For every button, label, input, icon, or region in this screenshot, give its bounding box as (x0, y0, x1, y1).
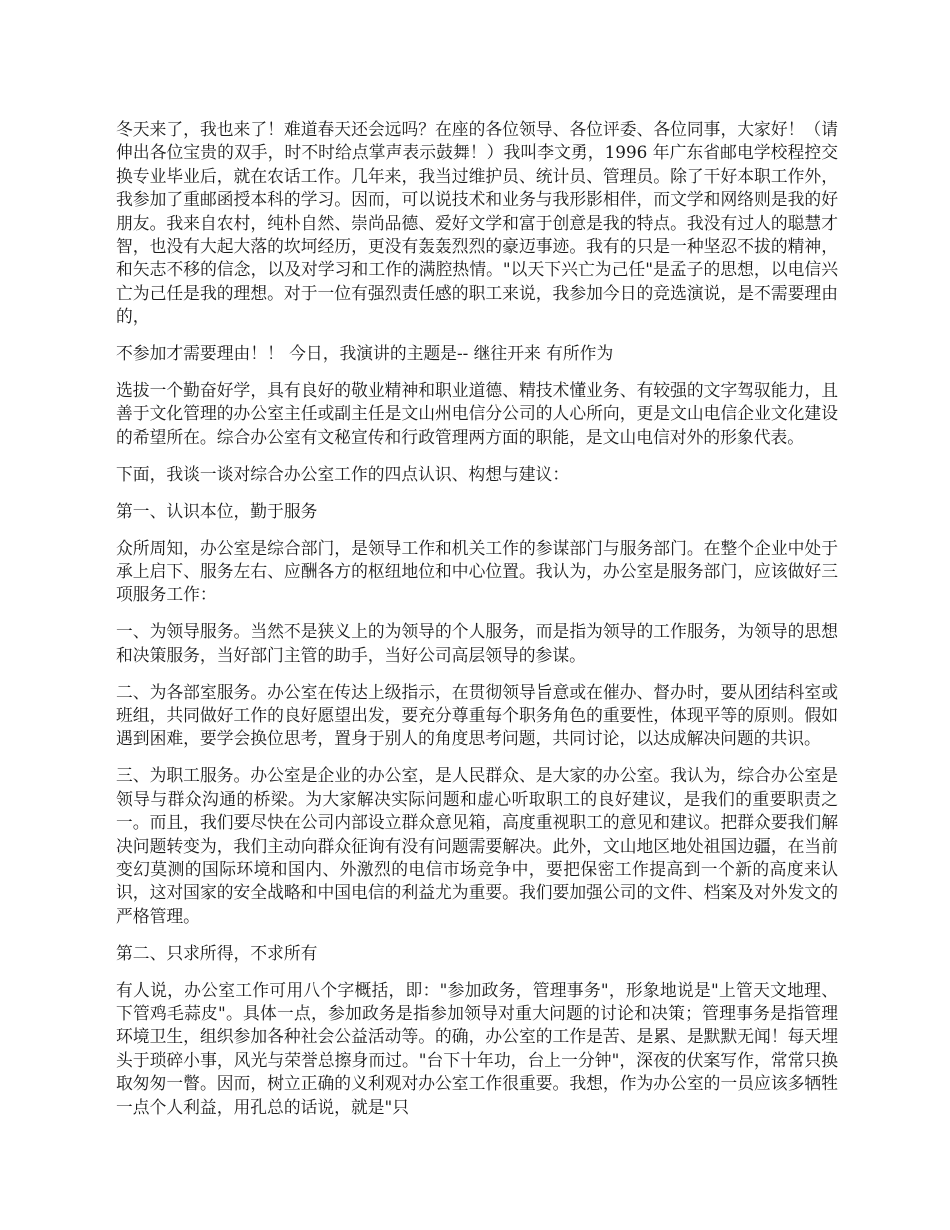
paragraph-theme: 不参加才需要理由！！ 今日，我演讲的主题是-- 继往开来 有所作为 (116, 343, 614, 364)
paragraph-selection: 选拔一个勤奋好学，具有良好的敬业精神和职业道德、精技术懂业务、有较强的文字驾驭能力，且善于文化管理的办公室主任或副主任是文山州电信分公司的人心所向，更是文山电信企业文化建设的希望所在。综合办公室有文秘宣传和行政管理两方面的职能，是文山电信对外的形象代表。 (116, 380, 838, 447)
document-body (116, 118, 838, 1133)
paragraph-serve-leaders: 一、为领导服务。当然不是狭义上的为领导的个人服务，而是指为领导的工作服务，为领导的思想和决策服务，当好部门主管的助手，当好公司高层领导的参谋。 (116, 621, 838, 665)
section-heading-2: 第二、只求所得，不求所有 (116, 942, 318, 963)
section-heading-1: 第一、认识本位，勤于服务 (116, 500, 318, 521)
paragraph-opening: 冬天来了，我也来了！难道春天还会远吗？在座的各位领导、各位评委、各位同事，大家好！（请伸出各位宝贵的双手，时不时给点掌声表示鼓舞！）我叫李文勇，1996 年广东省邮电学校程控交换专业毕业后，就在农话工作。几年来，我当过维护员、统计员、管理员。除了干好本职工作外，我参加了重邮函授本科的学习。因而，可以说技术和业务与我形影相伴，而文学和网络则是我的好朋友。我来自农村，纯朴自然、崇尚品德、爱好文学和富于创意是我的特点。我没有过人的聪慧才智，也没有大起大落的坎坷经历，更没有轰轰烈烈的豪迈事迹。我有的只是一种坚忍不拔的精神，和矢志不移的信念，以及对学习和工作的满腔热情。"以天下兴亡为己任"是孟子的思想，以电信兴亡为己任是我的理想。对于一位有强烈责任感的职工来说，我参加今日的竞选演说，是不需要理由的， (116, 119, 838, 327)
paragraph-serve-departments: 二、为各部室服务。办公室在传达上级指示，在贯彻领导旨意或在催办、督办时，要从团结科室或班组，共同做好工作的良好愿望出发，要充分尊重每个职务角色的重要性，体现平等的原则。假如遇到困难，要学会换位思考，置身于别人的角度思考问题，共同讨论，以达成解决问题的共识。 (116, 681, 838, 749)
paragraph-serve-staff: 三、为职工服务。办公室是企业的办公室，是人民群众、是大家的办公室。我认为，综合办公室是领导与群众沟通的桥梁。为大家解决实际问题和虚心听取职工的良好建议，是我们的重要职责之一。而且，我们要尽快在公司内部设立群众意见箱，高度重视职工的意见和建议。把群众要我们解决问题转变为，我们主动向群众征询有没有问题需要解决。此外，文山地区地处祖国边疆，在当前变幻莫测的国际环境和国内、外激烈的电信市场竞争中，要把保密工作提高到一个新的高度来认识，这对国家的安全战略和中国电信的利益尤为重要。我们要加强公司的文件、档案及对外发文的严格管理。 (116, 765, 838, 926)
paragraph-office-work: 有人说，办公室工作可用八个字概括，即："参加政务，管理事务"，形象地说是"上管天文地理、下管鸡毛蒜皮"。具体一点，参加政务是指参加领导对重大问题的讨论和决策；管理事务是指管理环境卫生，组织参加各种社会公益活动等。的确，办公室的工作是苦、是累、是默默无闻！每天埋头于琐碎小事，风光与荣誉总擦身而过。"台下十年功，台上一分钟"，深夜的伏案写作，常常只换取匆匆一瞥。因而，树立正确的义利观对办公室工作很重要。我想，作为办公室的一员应该多牺牲一点个人利益，用孔总的话说，就是"只 (116, 979, 838, 1117)
paragraph-office-role: 众所周知，办公室是综合部门，是领导工作和机关工作的参谋部门与服务部门。在整个企业中处于承上启下、服务左右、应酬各方的枢纽地位和中心位置。我认为，办公室是服务部门，应该做好三项服务工作： (116, 537, 838, 605)
paragraph-intro: 下面，我谈一谈对综合办公室工作的四点认识、构想与建议： (116, 463, 570, 484)
